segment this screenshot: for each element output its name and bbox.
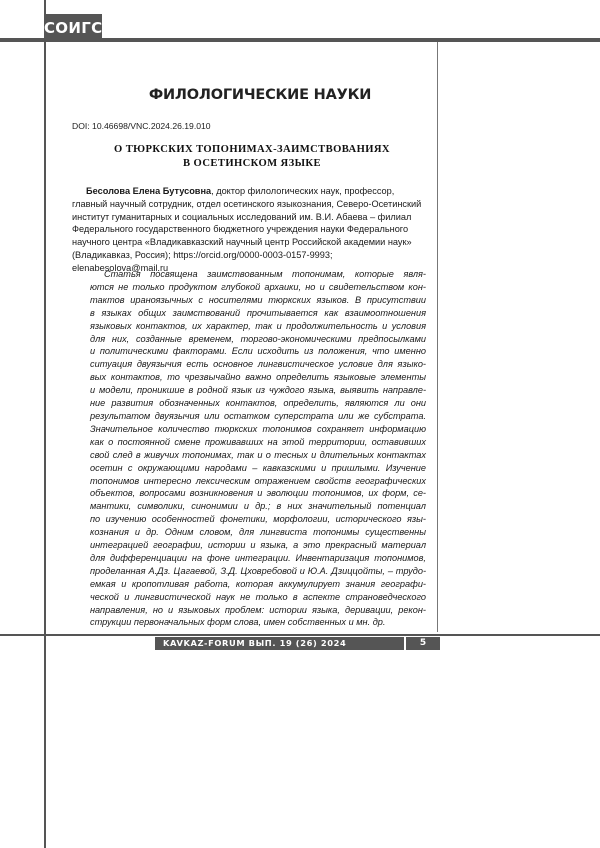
author-name: Бесолова Елена Бутусовна <box>86 186 212 196</box>
abstract-line: как о постоянной смене проживавших на этой территории, оставивших <box>90 436 426 447</box>
article-title-line2: В ОСЕТИНСКОМ ЯЗЫКЕ <box>183 158 321 169</box>
abstract-line: языковых контактов, их характер, так и продолжительность и условия <box>90 320 426 331</box>
abstract <box>90 268 426 629</box>
abstract-line: интеграцией географии, истории и языка, а это прекрасный материал <box>90 540 426 551</box>
abstract-line: и модели, проникшие в родной язык из чуждого языка, выявить направле- <box>90 385 426 396</box>
abstract-line: мантики, символики, синонимии и др.; в них значительный потенциал <box>90 501 426 512</box>
abstract-line: Значительное количество тюркских топонимов сохраняет информацию <box>90 423 426 434</box>
doi-link[interactable]: DOI: 10.46698/VNC.2024.26.19.010 <box>72 121 211 131</box>
right-rule <box>437 42 438 632</box>
left-rule <box>44 0 46 848</box>
abstract-line: в языках общих заимствований прочитывается как взаимоотношения <box>90 307 426 318</box>
abstract-line: емкая и кропотливая работа, которая аккумулирует знания географи- <box>90 578 426 589</box>
abstract-line: ние развития обозначенных контактов, определить, являются ли они <box>90 398 426 409</box>
abstract-line: объектов, вопросами возникновения и эволюции топонимов, их форм, се- <box>90 488 426 499</box>
bottom-rule <box>0 634 600 636</box>
abstract-line: и политическими факторами. Если исходить из положения, что именно <box>90 346 426 357</box>
abstract-line: для дифференциации на фоне интеграции. Инвентаризация топонимов, <box>90 552 426 563</box>
abstract-line: свой след в живучих топонимах, так и о тесных и длительных контактах <box>90 449 426 460</box>
abstract-line: кознания и др. Одним словом, для лингвиста топонимы существенны <box>90 527 426 538</box>
author-info <box>72 185 428 275</box>
journal-issue: KAVKAZ-FORUM ВЫП. 19 (26) 2024 <box>155 637 438 650</box>
abstract-line: ческой и лингвистической наук не только в аспекте страноведческого <box>90 591 426 602</box>
abstract-line: тактов ираноязычных с носителями тюркских языков. В присутствии <box>90 294 426 305</box>
abstract-line: по изучению особенностей фонетики, морфологии, исторического язы- <box>90 514 426 525</box>
section-title: ФИЛОЛОГИЧЕСКИЕ НАУКИ <box>148 87 372 103</box>
abstract-line: Статья посвящена заимствованным топонимам, которые явля- <box>104 269 426 279</box>
article-title <box>72 143 432 171</box>
abstract-line: направления, но и языковых проблем: истории языка, деривации, рекон- <box>90 604 426 615</box>
abstract-line: струкции первоначальных форм слова, имен собственных и мн. др. <box>90 617 386 628</box>
abstract-line: вых контактов, то чрезвычайно важно определить языковые элементы <box>90 372 426 383</box>
journal-tag: СОИГСИ <box>44 14 102 40</box>
article-title-line1: О ТЮРКСКИХ ТОПОНИМАХ-ЗАИМСТВОВАНИЯХ <box>114 144 390 155</box>
abstract-line: топонимов интересно лексическим отражением свойств географических <box>90 475 426 486</box>
page-number: 5 <box>404 637 440 650</box>
abstract-line: результатом двуязычия или остатком суперстрата или же субстрата. <box>90 410 426 421</box>
abstract-line: осетин с окружающими народами – кавказскими и пришлыми. Изучение <box>90 462 426 473</box>
abstract-line: для них, созданные временем, торгово-экономическими предпосылками <box>90 333 426 344</box>
author-affiliation: , доктор филологических наук, профессор, главный научный сотрудник, отдел осетинского языкознания, Северо-Осетинский институт гуманитарных и социальных исследований им. В.И. Абаева – филиал Федерального государственного бюджетного учреждения науки Федерального научного центра «Владикавказский научный центр Российской академии наук» (Владикавказ, Россия); https://orcid.org/0000-0003-0157-9993; elenabesolova@mail.ru <box>72 186 422 273</box>
abstract-line: ситуация двуязычия есть основное лингвистическое условие для языко- <box>90 359 426 370</box>
abstract-line: ются не только продуктом глубокой архаики, но и свидетельством кон- <box>90 281 426 292</box>
abstract-line: проделанная А.Дз. Цагаевой, З.Д. Цховребовой и Ю.А. Дзиццойты, – трудо- <box>90 565 426 576</box>
